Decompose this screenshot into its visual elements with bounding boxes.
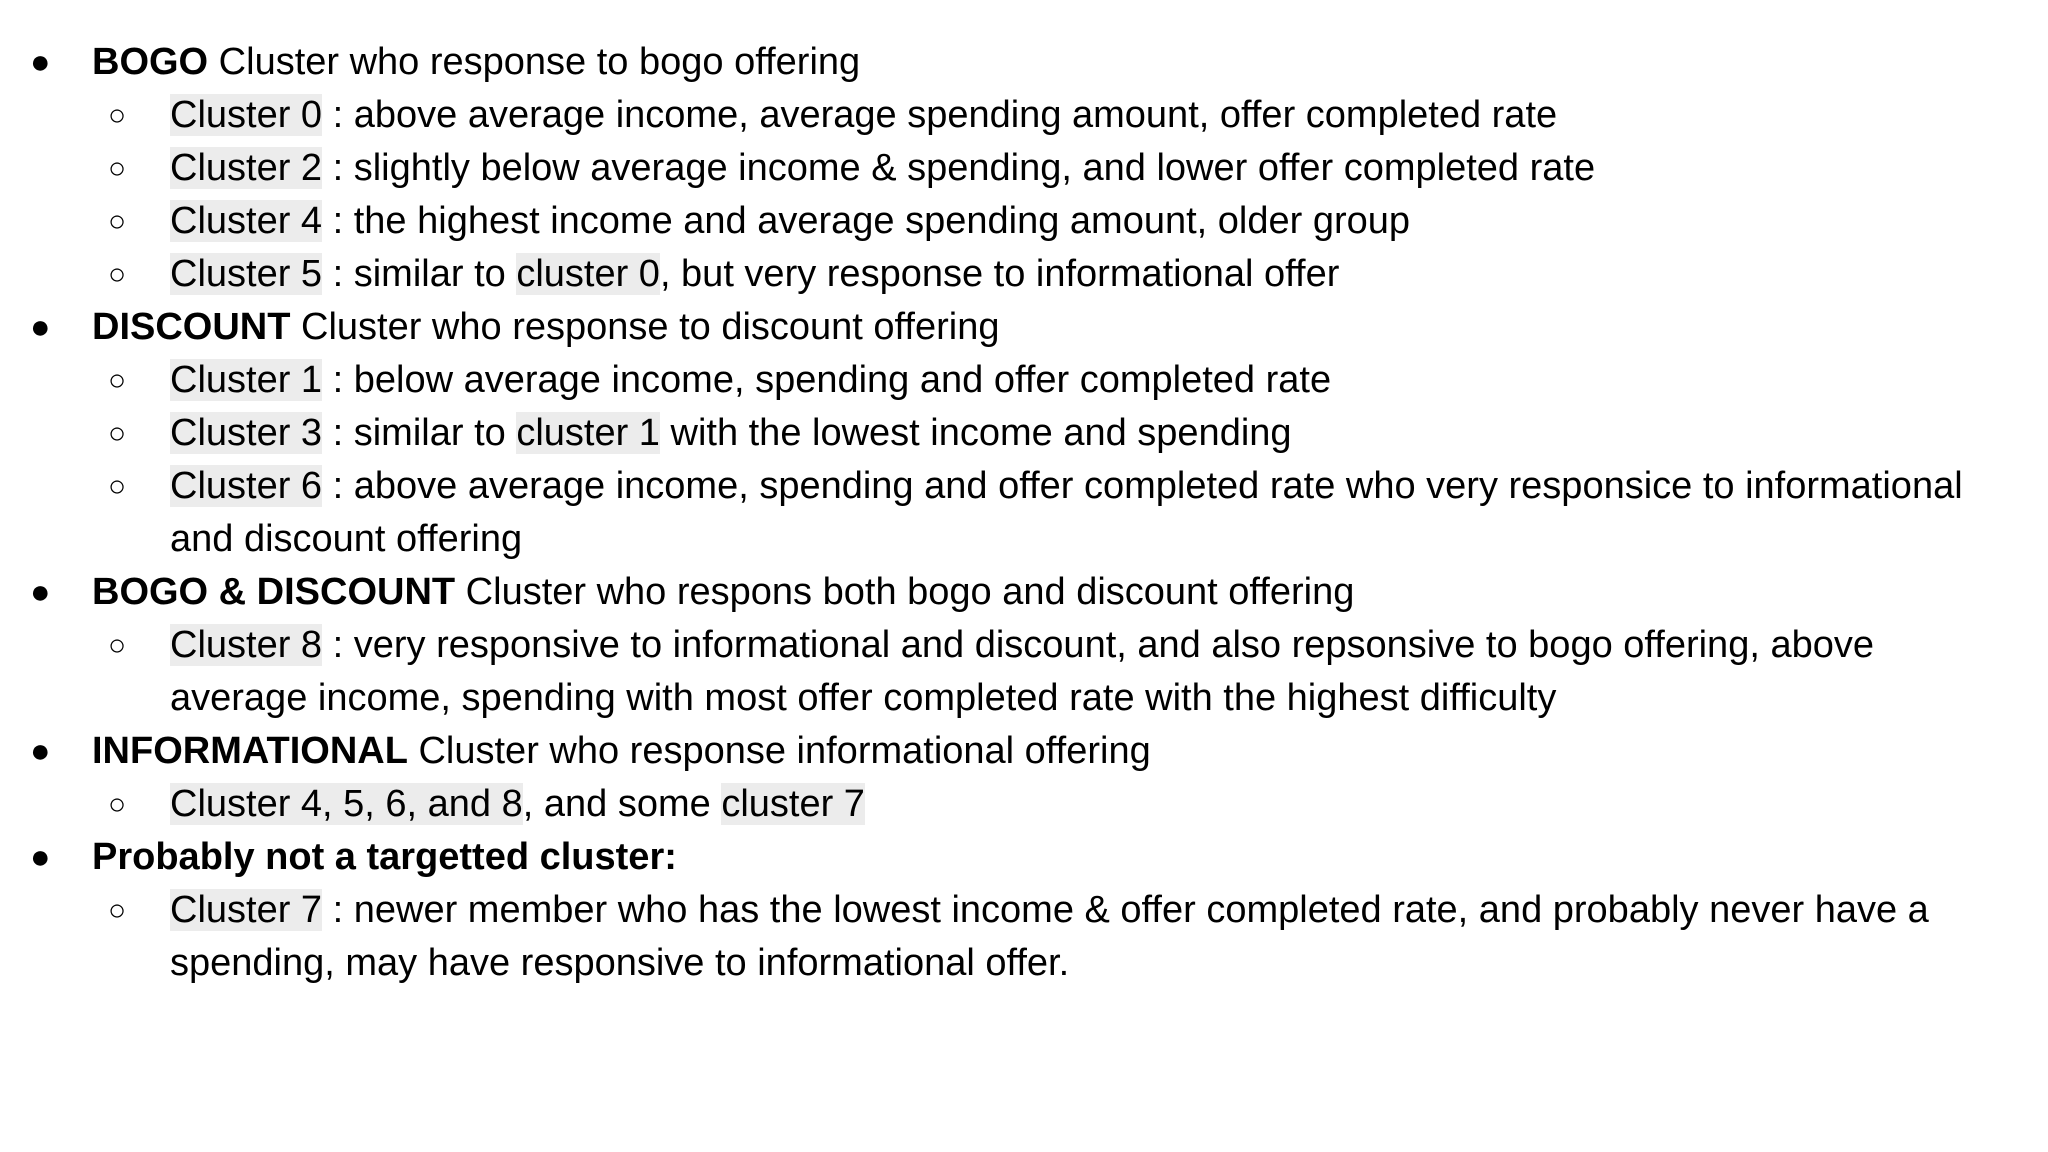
section-description: Cluster who response to discount offering — [290, 306, 1000, 348]
cluster-description: : slightly below average income & spending, and lower offer completed rate — [322, 147, 1596, 189]
section-description: Cluster who respons both bogo and discount offering — [455, 571, 1355, 613]
filled-bullet-icon: ● — [30, 838, 51, 876]
section-bogo-and-discount — [0, 566, 2048, 619]
filled-bullet-icon: ● — [30, 43, 51, 81]
section-heading: BOGO & DISCOUNT — [92, 571, 456, 613]
section-heading: INFORMATIONAL — [92, 730, 408, 772]
cluster-description: : very responsive to informational and discount, and also repsonsive to bogo offering, above average income, spending with most offer completed rate with the highest difficulty — [170, 624, 1874, 719]
section-heading: DISCOUNT — [92, 306, 291, 348]
list-item-cluster-0 — [0, 89, 2048, 142]
section-discount — [0, 301, 2048, 354]
cluster-tag: Cluster 1 — [170, 359, 323, 401]
cluster-tag: Cluster 6 — [170, 465, 323, 507]
list-item-cluster-3 — [0, 407, 2048, 460]
filled-bullet-icon: ● — [30, 308, 51, 346]
list-item-cluster-1 — [0, 354, 2048, 407]
section-description: Cluster who response to bogo offering — [208, 41, 861, 83]
list-item-cluster-7 — [0, 884, 2048, 990]
cluster-reference-tag: cluster 7 — [721, 783, 865, 825]
section-heading: BOGO — [92, 41, 209, 83]
hollow-bullet-icon: ○ — [108, 470, 127, 503]
cluster-description: : below average income, spending and offer completed rate — [322, 359, 1332, 401]
cluster-tag: Cluster 0 — [170, 94, 323, 136]
cluster-description: : similar to — [322, 253, 517, 295]
cluster-reference-tag: cluster 0 — [516, 253, 660, 295]
cluster-tag: Cluster 3 — [170, 412, 323, 454]
cluster-description: : above average income, average spending amount, offer completed rate — [322, 94, 1558, 136]
section-bogo — [0, 36, 2048, 89]
hollow-bullet-icon: ○ — [108, 894, 127, 927]
cluster-description: , and some — [522, 783, 722, 825]
hollow-bullet-icon: ○ — [108, 99, 127, 132]
list-item-cluster-5 — [0, 248, 2048, 301]
cluster-tag: Cluster 4 — [170, 200, 323, 242]
cluster-tag: Cluster 5 — [170, 253, 323, 295]
cluster-description: : similar to — [322, 412, 517, 454]
cluster-tag: Cluster 4, 5, 6, and 8 — [170, 783, 523, 825]
hollow-bullet-icon: ○ — [108, 417, 127, 450]
section-description: Cluster who response informational offering — [407, 730, 1151, 772]
section-heading: Probably not a targetted cluster: — [92, 836, 677, 878]
cluster-description: : above average income, spending and offer completed rate who very responsice to informational and discount offering — [170, 465, 1963, 560]
hollow-bullet-icon: ○ — [108, 788, 127, 821]
list-item-cluster-8 — [0, 619, 2048, 725]
cluster-description-continued: with the lowest income and spending — [659, 412, 1292, 454]
list-item-cluster-4 — [0, 195, 2048, 248]
hollow-bullet-icon: ○ — [108, 629, 127, 662]
document-body — [0, 36, 2048, 990]
cluster-tag: Cluster 8 — [170, 624, 323, 666]
filled-bullet-icon: ● — [30, 732, 51, 770]
hollow-bullet-icon: ○ — [108, 258, 127, 291]
list-item-informational-clusters — [0, 778, 2048, 831]
cluster-tag: Cluster 2 — [170, 147, 323, 189]
filled-bullet-icon: ● — [30, 573, 51, 611]
list-item-cluster-6 — [0, 460, 2048, 566]
cluster-description: : the highest income and average spending amount, older group — [322, 200, 1411, 242]
cluster-description-continued: , but very response to informational offer — [659, 253, 1340, 295]
cluster-tag: Cluster 7 — [170, 889, 323, 931]
section-not-targetted — [0, 831, 2048, 884]
list-item-cluster-2 — [0, 142, 2048, 195]
hollow-bullet-icon: ○ — [108, 152, 127, 185]
hollow-bullet-icon: ○ — [108, 205, 127, 238]
cluster-description: : newer member who has the lowest income & offer completed rate, and probably never have a spending, may have responsive to informational offer. — [170, 889, 1929, 984]
section-informational — [0, 725, 2048, 778]
cluster-reference-tag: cluster 1 — [516, 412, 660, 454]
hollow-bullet-icon: ○ — [108, 364, 127, 397]
